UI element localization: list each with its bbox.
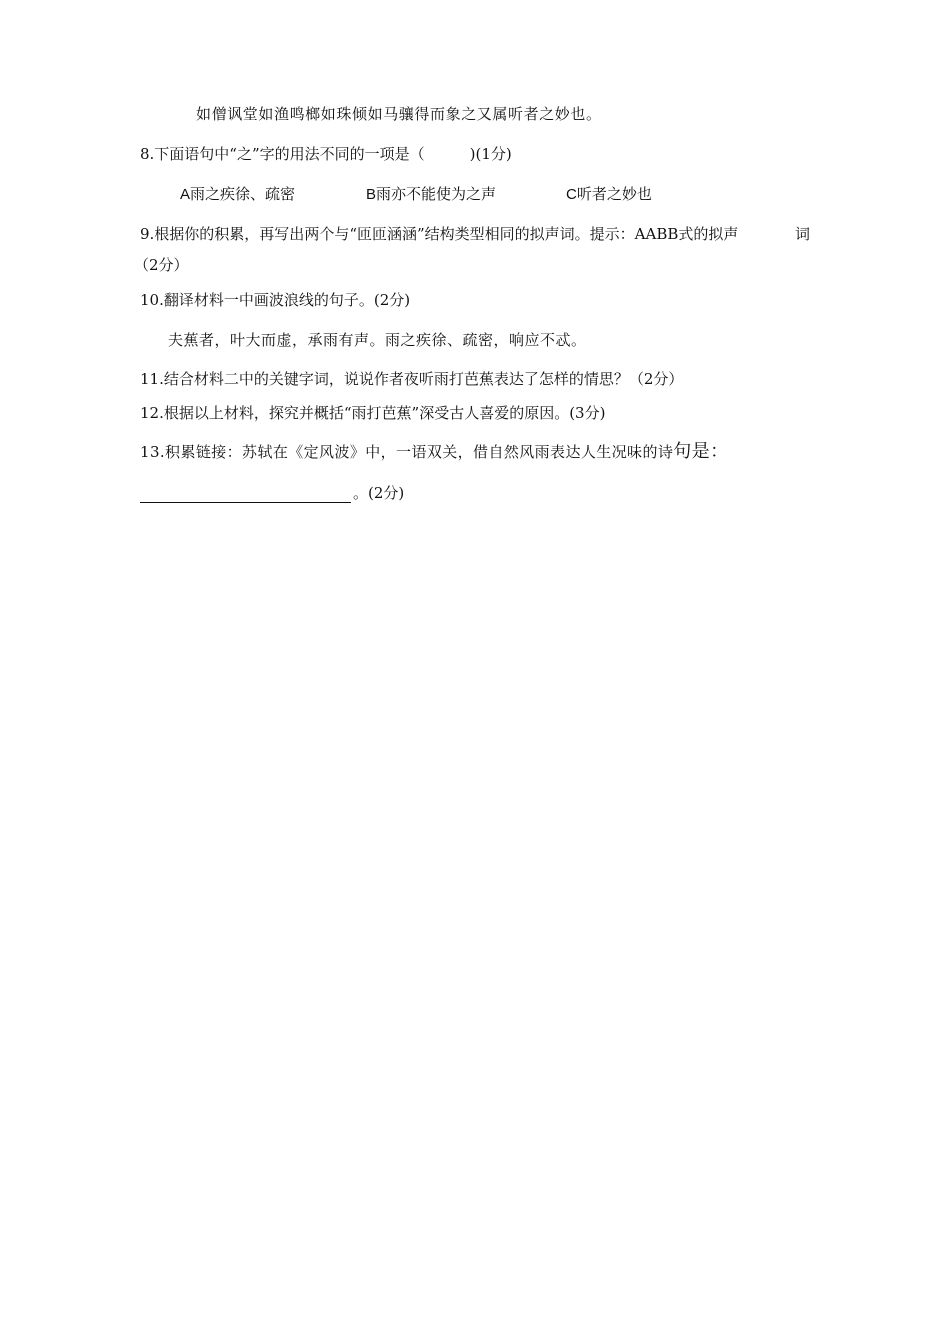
option-c-letter: C	[566, 186, 577, 203]
question-9-end: 词	[795, 225, 811, 243]
question-10: 10.翻译材料一中画波浪线的句子。(2分)	[140, 291, 411, 309]
question-11: 11.结合材料二中的关键字词，说说作者夜听雨打芭蕉表达了怎样的情思？（2分）	[140, 370, 684, 388]
question-13-text: 13.积累链接：苏轼在《定风波》中，一语双关，借自然风雨表达人生况味的诗	[140, 443, 674, 461]
question-13	[140, 442, 728, 462]
option-a	[180, 184, 295, 205]
question-9-score: （2分）	[134, 256, 189, 274]
question-13-score: 。(2分)	[353, 484, 405, 502]
question-13-answer-row	[140, 483, 404, 503]
answer-blank[interactable]	[140, 488, 351, 503]
option-b	[366, 184, 496, 205]
question-12: 12.根据以上材料，探究并概括“雨打芭蕉”深受古人喜爱的原因。(3分)	[140, 404, 606, 422]
classical-quote-line: 如僧讽堂如渔鸣榔如珠倾如马骧得而象之又属听者之妙也。	[196, 105, 602, 123]
option-c-text: 听者之妙也	[576, 185, 652, 203]
option-b-text: 雨亦不能使为之声	[376, 185, 497, 203]
question-8: 8.下面语句中“之”字的用法不同的一项是（ )(1分)	[140, 145, 512, 163]
option-c	[566, 184, 652, 205]
question-10-excerpt: 夫蕉者，叶大而虚，承雨有声。雨之疾徐、疏密，响应不忒。	[168, 331, 587, 349]
question-13-tail: 句是：	[673, 441, 729, 462]
option-a-text: 雨之疾徐、疏密	[190, 185, 296, 203]
option-a-letter: A	[180, 186, 191, 203]
question-9: 9.根据你的积累，再写出两个与“匝匝涵涵”结构类型相同的拟声词。提示：AABB式的拟声	[140, 225, 739, 243]
option-b-letter: B	[366, 186, 377, 203]
